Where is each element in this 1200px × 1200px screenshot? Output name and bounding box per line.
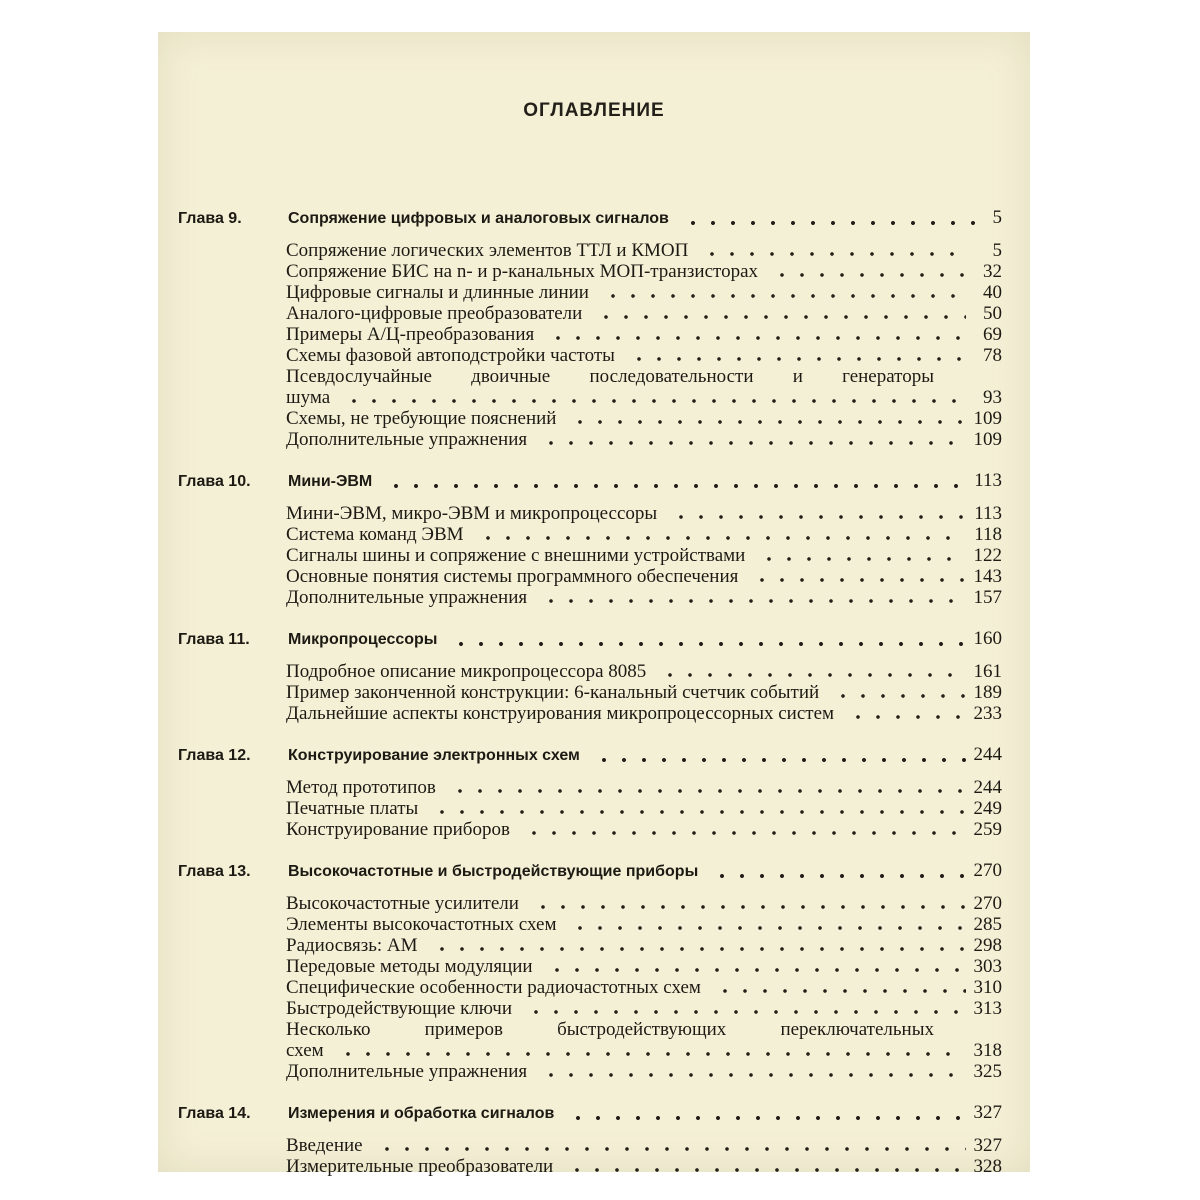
entry-page-number: 325 <box>973 1061 1002 1082</box>
toc-entry <box>158 261 1030 282</box>
toc-entry <box>158 956 1030 977</box>
chapter-block <box>158 207 1030 450</box>
toc-entry <box>158 914 1030 935</box>
chapter-title: Конструирование электронных схем <box>288 747 580 764</box>
dot-leader <box>529 904 966 910</box>
toc-entry <box>158 1019 1030 1040</box>
chapter-number: Глава 12. <box>178 747 251 764</box>
entry-page-number: 303 <box>973 956 1002 977</box>
entry-title: Введение <box>286 1135 363 1156</box>
toc-entry <box>158 1135 1030 1156</box>
entry-page-number: 109 <box>973 408 1002 429</box>
toc-entry <box>158 503 1030 524</box>
dot-leader <box>563 1167 966 1173</box>
entry-page-number: 298 <box>973 935 1002 956</box>
chapter-page-number: 5 <box>992 207 1002 228</box>
dot-leader <box>625 356 966 362</box>
entry-title: Система команд ЭВМ <box>286 524 464 545</box>
chapter-heading <box>158 1102 1030 1127</box>
entry-page-number: 5 <box>992 240 1002 261</box>
chapter-page-number: 160 <box>973 628 1002 649</box>
entry-title: Печатные платы <box>286 798 419 819</box>
chapter-number: Глава 13. <box>178 863 251 880</box>
chapter-heading <box>158 628 1030 653</box>
entry-page-number: 259 <box>973 819 1002 840</box>
entry-title: Сопряжение БИС на n- и p-канальных МОП-транзисторах <box>286 261 759 282</box>
toc-entry <box>158 682 1030 703</box>
entry-page-number: 313 <box>973 998 1002 1019</box>
entry-page-number: 109 <box>973 429 1002 450</box>
entry-page-number: 143 <box>973 566 1002 587</box>
entry-title: Дополнительные упражнения <box>286 1061 528 1082</box>
dot-leader <box>844 714 966 720</box>
dot-leader <box>708 873 967 879</box>
dot-leader <box>667 514 966 520</box>
dot-leader <box>474 535 966 541</box>
toc-entry <box>158 345 1030 366</box>
chapter-number: Глава 9. <box>178 210 242 227</box>
dot-leader <box>447 641 967 647</box>
entry-title: Мини-ЭВМ, микро-ЭВМ и микропроцессоры <box>286 503 658 524</box>
dot-leader <box>543 967 966 973</box>
dot-leader <box>599 293 966 299</box>
entry-page-number: 157 <box>973 587 1002 608</box>
toc-entry-continuation <box>158 1040 1030 1061</box>
chapter-title: Высокочастотные и быстродействующие приборы <box>288 863 699 880</box>
entry-title: Измерительные преобразователи <box>286 1156 554 1177</box>
entry-title: Радиосвязь: AM <box>286 935 418 956</box>
toc-entry <box>158 587 1030 608</box>
dot-leader <box>711 988 966 994</box>
dot-leader <box>566 419 966 425</box>
entry-title: Основные понятия системы программного обеспечения <box>286 566 739 587</box>
entry-title: Цифровые сигналы и длинные линии <box>286 282 589 303</box>
entry-page-number: 270 <box>973 893 1002 914</box>
entry-page-number: 113 <box>974 503 1002 524</box>
dot-leader <box>382 483 968 489</box>
chapter-number: Глава 11. <box>178 631 250 648</box>
entry-title: Быстродействующие ключи <box>286 998 513 1019</box>
chapter-block <box>158 470 1030 608</box>
dot-leader <box>537 440 966 446</box>
entry-page-number: 50 <box>983 303 1002 324</box>
chapter-title: Микропроцессоры <box>288 631 438 648</box>
dot-leader <box>679 220 987 226</box>
toc-entry <box>158 366 1030 387</box>
book-page <box>158 32 1030 1177</box>
entry-title: Аналого-цифровые преобразователи <box>286 303 583 324</box>
dot-leader <box>656 672 966 678</box>
chapter-block <box>158 1102 1030 1177</box>
dot-leader <box>755 556 966 562</box>
toc-entry <box>158 429 1030 450</box>
entry-page-number: 78 <box>983 345 1002 366</box>
chapter-heading <box>158 207 1030 232</box>
toc-entry <box>158 1061 1030 1082</box>
entry-title: Пример законченной конструкции: 6-канальный счетчик событий <box>286 682 820 703</box>
entry-title: Сопряжение логических элементов ТТЛ и КМОП <box>286 240 689 261</box>
dot-leader <box>592 314 966 320</box>
dot-leader <box>768 272 966 278</box>
toc-entry <box>158 977 1030 998</box>
toc-entry <box>158 777 1030 798</box>
entry-title: Высокочастотные усилители <box>286 893 519 914</box>
page-title: ОГЛАВЛЕНИЕ <box>523 100 665 121</box>
entry-page-number: 189 <box>973 682 1002 703</box>
dot-leader <box>564 1115 967 1121</box>
toc-entry <box>158 1156 1030 1177</box>
entry-title: Несколько примеров быстродействующих переключательных <box>286 1019 934 1040</box>
toc-entry-continuation <box>158 387 1030 408</box>
chapter-title: Сопряжение цифровых и аналоговых сигналов <box>288 210 669 227</box>
dot-leader <box>428 809 966 815</box>
chapter-page-number: 244 <box>973 744 1002 765</box>
dot-leader <box>748 577 966 583</box>
chapter-page-number: 113 <box>974 470 1002 491</box>
toc-entry <box>158 566 1030 587</box>
toc-entry <box>158 524 1030 545</box>
dot-leader <box>566 925 966 931</box>
entry-title: Сигналы шины и сопряжение с внешними устройствами <box>286 545 746 566</box>
toc-entry <box>158 703 1030 724</box>
dot-leader <box>446 788 966 794</box>
chapter-page-number: 270 <box>973 860 1002 881</box>
toc-entry <box>158 798 1030 819</box>
entry-page-number: 32 <box>983 261 1002 282</box>
entry-title: Дополнительные упражнения <box>286 429 528 450</box>
entry-page-number: 40 <box>983 282 1002 303</box>
dot-leader <box>428 946 966 952</box>
entry-title: Дальнейшие аспекты конструирования микропроцессорных систем <box>286 703 835 724</box>
table-of-contents <box>158 207 1030 1177</box>
toc-entry <box>158 893 1030 914</box>
chapter-title: Мини-ЭВМ <box>288 473 373 490</box>
entry-title-continued: шума <box>286 387 331 408</box>
chapter-block <box>158 628 1030 724</box>
toc-entry <box>158 819 1030 840</box>
toc-entry <box>158 282 1030 303</box>
toc-entry <box>158 240 1030 261</box>
entry-page-number: 285 <box>973 914 1002 935</box>
dot-leader <box>698 251 966 257</box>
dot-leader <box>373 1146 966 1152</box>
entry-title: Примеры А/Ц-преобразования <box>286 324 535 345</box>
entry-title: Специфические особенности радиочастотных схем <box>286 977 701 998</box>
entry-title: Передовые методы модуляции <box>286 956 533 977</box>
dot-leader <box>537 598 966 604</box>
toc-entry <box>158 661 1030 682</box>
toc-entry <box>158 324 1030 345</box>
chapter-number: Глава 10. <box>178 473 251 490</box>
entry-page-number: 318 <box>973 1040 1002 1061</box>
entry-title: Конструирование приборов <box>286 819 510 840</box>
entry-title: Псевдослучайные двоичные последовательности и генераторы <box>286 366 934 387</box>
chapter-title: Измерения и обработка сигналов <box>288 1105 555 1122</box>
entry-page-number: 93 <box>983 387 1002 408</box>
entry-title: Подробное описание микропроцессора 8085 <box>286 661 647 682</box>
entry-title: Метод прототипов <box>286 777 436 798</box>
entry-page-number: 244 <box>973 777 1002 798</box>
dot-leader <box>544 335 966 341</box>
entry-page-number: 122 <box>973 545 1002 566</box>
toc-entry <box>158 303 1030 324</box>
chapter-heading <box>158 470 1030 495</box>
dot-leader <box>829 693 966 699</box>
chapter-page-number: 327 <box>973 1102 1002 1123</box>
entry-page-number: 233 <box>973 703 1002 724</box>
toc-entry <box>158 935 1030 956</box>
dot-leader <box>334 1051 966 1057</box>
chapter-heading <box>158 860 1030 885</box>
entry-title: Схемы фазовой автоподстройки частоты <box>286 345 615 366</box>
dot-leader <box>537 1072 966 1078</box>
chapter-number: Глава 14. <box>178 1105 251 1122</box>
entry-title: Элементы высокочастотных схем <box>286 914 557 935</box>
entry-title: Схемы, не требующие пояснений <box>286 408 557 429</box>
entry-title-continued: схем <box>286 1040 324 1061</box>
toc-entry <box>158 408 1030 429</box>
entry-title: Дополнительные упражнения <box>286 587 528 608</box>
entry-page-number: 118 <box>974 524 1002 545</box>
dot-leader <box>340 398 966 404</box>
entry-page-number: 328 <box>973 1156 1002 1177</box>
entry-page-number: 327 <box>973 1135 1002 1156</box>
entry-page-number: 310 <box>973 977 1002 998</box>
dot-leader <box>520 830 966 836</box>
chapter-block <box>158 860 1030 1082</box>
entry-page-number: 161 <box>973 661 1002 682</box>
dot-leader <box>590 757 968 763</box>
toc-entry <box>158 998 1030 1019</box>
entry-page-number: 69 <box>983 324 1002 345</box>
chapter-block <box>158 744 1030 840</box>
dot-leader <box>522 1009 966 1015</box>
toc-entry <box>158 545 1030 566</box>
chapter-heading <box>158 744 1030 769</box>
entry-page-number: 249 <box>973 798 1002 819</box>
